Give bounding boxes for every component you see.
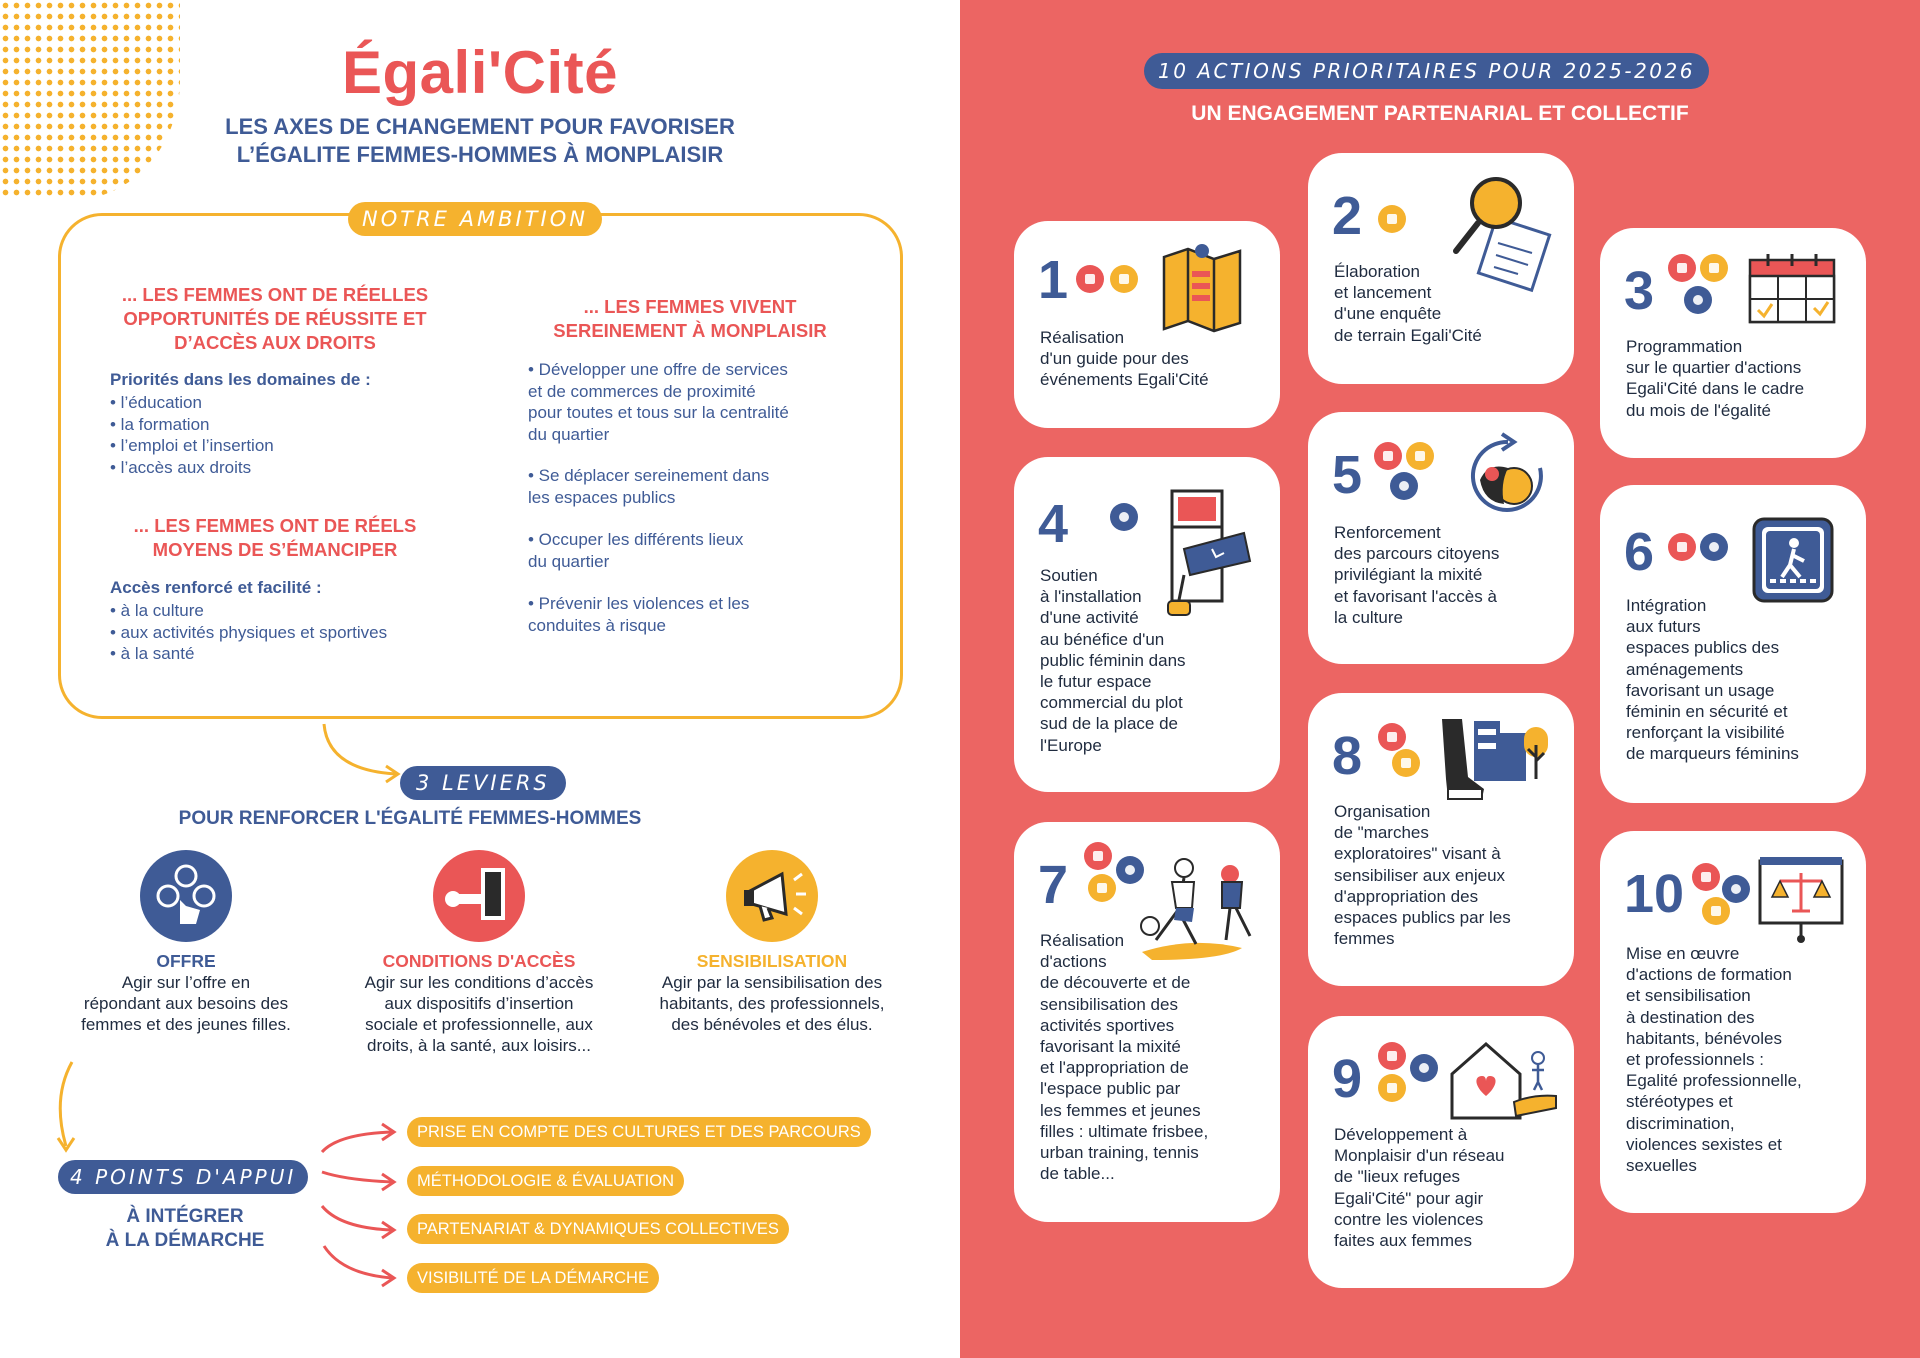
action-number: 4 — [1038, 494, 1069, 554]
appui-item: MÉTHODOLOGIE & ÉVALUATION — [407, 1166, 684, 1196]
key-door-icon — [1668, 533, 1696, 561]
priorities-list — [110, 392, 274, 478]
right-panel — [960, 0, 1920, 1358]
action-text: Intégration aux futurs espaces publics des aménagements favorisant un usage féminin en sécurité et renforçant la visibilité de marqueurs féminins — [1626, 596, 1799, 764]
megaphone-icon — [1378, 205, 1406, 233]
action-number: 8 — [1332, 726, 1363, 786]
lever-title-sensibilisation: SENSIBILISATION — [696, 951, 848, 971]
arrow-to-leviers — [318, 722, 408, 784]
action-card-1 — [1014, 221, 1280, 428]
ambition-col2-item-1: • Développer une offre de services et de commerces de proximité pour toutes et tous sur la centralité du quartier — [528, 360, 789, 444]
action-number: 9 — [1332, 1049, 1363, 1109]
action-number: 10 — [1624, 864, 1685, 924]
appui-label: 4 POINTS D'APPUI — [58, 1160, 308, 1194]
megaphone-icon — [1406, 442, 1434, 470]
action-card-4 — [1014, 457, 1280, 792]
hand-pointer-icon — [1700, 533, 1728, 561]
megaphone-icon — [726, 850, 818, 942]
crosswalk-sign-icon — [1748, 515, 1838, 607]
action-number: 1 — [1038, 250, 1069, 310]
leviers-subtitle: POUR RENFORCER L'ÉGALITÉ FEMMES-HOMMES — [178, 808, 642, 829]
action-text: Organisation de "marches exploratoires" visant à sensibiliser aux enjeux d'appropriation des espaces publics par les femmes — [1334, 802, 1511, 949]
key-door-icon — [433, 850, 525, 942]
megaphone-icon — [1702, 897, 1730, 925]
action-text: Élaboration et lancement d'une enquête de terrain Egali'Cité — [1334, 262, 1482, 345]
subtitle-line-2: L’ÉGALITE FEMMES-HOMMES À MONPLAISIR — [236, 142, 724, 167]
appui-item: PARTENARIAT & DYNAMIQUES COLLECTIVES — [407, 1214, 789, 1244]
key-door-icon — [1076, 265, 1104, 293]
lever-desc-offre: Agir sur l’offre en répondant aux besoins des femmes et des jeunes filles. — [81, 973, 291, 1034]
hand-pointer-icon — [1684, 286, 1712, 314]
action-card-7 — [1014, 822, 1280, 1222]
leviers-label: 3 LEVIERS — [400, 766, 566, 800]
ambition-col2-heading: ... LES FEMMES VIVENT SEREINEMENT À MONPLAISIR — [553, 296, 827, 341]
action-number: 3 — [1624, 261, 1655, 321]
list-item: • à la culture — [110, 601, 204, 620]
list-item: • à la santé — [110, 644, 195, 663]
action-text: Programmation sur le quartier d'actions Egali'Cité dans le cadre du mois de l'égalité — [1626, 337, 1805, 420]
appui-item: PRISE EN COMPTE DES CULTURES ET DES PARCOURS — [407, 1117, 871, 1147]
actions-header-pill: 10 ACTIONS PRIORITAIRES POUR 2025-2026 — [1144, 53, 1709, 89]
lever-title-offre: OFFRE — [156, 951, 216, 971]
lever-desc-sensibilisation: Agir par la sensibilisation des habitants, des professionnels, des bénévoles et des élus. — [659, 973, 885, 1034]
access-list — [110, 600, 387, 665]
hand-pointer-icon — [140, 850, 232, 942]
megaphone-icon — [1392, 749, 1420, 777]
action-text: Développement à Monplaisir d'un réseau de "lieux refuges Egali'Cité" pour agir contre les violences faites aux femmes — [1334, 1125, 1505, 1251]
action-card-10 — [1600, 831, 1866, 1213]
list-item: • l’éducation — [110, 393, 202, 412]
action-text: Réalisation d'actions de découverte et de sensibilisation des activités sportives favorisant la mixité et l'appropriation de l'espace public par les femmes et jeunes filles : ultimate frisbee, urban training, tennis de table... — [1040, 931, 1209, 1184]
key-door-icon — [1668, 254, 1696, 282]
action-number: 2 — [1332, 186, 1363, 246]
ambition-col2-item-2: • Se déplacer sereinement dans les espaces publics — [528, 466, 770, 507]
refuge-house-icon — [1444, 1038, 1560, 1128]
subtitle-line-1: LES AXES DE CHANGEMENT POUR FAVORISER — [225, 114, 735, 139]
megaphone-icon — [1700, 254, 1728, 282]
page-title: Égali'Cité — [342, 39, 618, 106]
arrow-to-appui — [48, 1058, 88, 1158]
priorities-title: Priorités dans les domaines de : — [110, 370, 371, 389]
key-door-icon — [1378, 723, 1406, 751]
appui-item: VISIBILITÉ DE LA DÉMARCHE — [407, 1263, 659, 1293]
megaphone-icon — [1110, 265, 1138, 293]
calendar-icon — [1744, 250, 1842, 330]
woman-cycle-icon — [1458, 428, 1558, 528]
key-door-icon — [1084, 842, 1112, 870]
action-card-5 — [1308, 412, 1574, 664]
ambition-label: NOTRE AMBITION — [348, 202, 602, 236]
action-card-3 — [1600, 228, 1866, 458]
action-card-2 — [1308, 153, 1574, 384]
action-text: Renforcement des parcours citoyens privilégiant la mixité et favorisant l'accès à la culture — [1334, 523, 1500, 627]
action-number: 6 — [1624, 522, 1655, 582]
action-text: Mise en œuvre d'actions de formation et sensibilisation à destination des habitants, bénévoles et professionnels : Egalité professionnelle, stéréotypes et discrimination, violences sexistes et sexuelles — [1626, 944, 1802, 1176]
ambition-col2-item-3: • Occuper les différents lieux du quartier — [528, 530, 744, 571]
ambition-col1-heading-1: ... LES FEMMES ONT DE RÉELLES OPPORTUNITÉS DE RÉUSSITE ET D’ACCÈS AUX DROITS — [121, 284, 429, 353]
hand-pointer-icon — [1390, 472, 1418, 500]
access-title: Accès renforcé et facilité : — [110, 578, 322, 597]
list-item: • aux activités physiques et sportives — [110, 622, 388, 642]
action-card-9 — [1308, 1016, 1574, 1288]
hand-pointer-icon — [1410, 1054, 1438, 1082]
scales-board-icon — [1756, 855, 1846, 945]
lever-desc-acces: Agir sur les conditions d’accès aux dispositifs d’insertion sociale et professionnelle, aux droits, à la santé, aux loisirs... — [364, 973, 594, 1055]
ambition-col1-heading-2: ... LES FEMMES ONT DE RÉELS MOYENS DE S’ÉMANCIPER — [133, 515, 417, 560]
key-door-icon — [1692, 863, 1720, 891]
list-item: • l’accès aux droits — [110, 457, 252, 477]
action-number: 5 — [1332, 445, 1363, 505]
megaphone-icon — [1088, 874, 1116, 902]
action-text: Soutien à l'installation d'une activité au bénéfice d'un public féminin dans le futur espace commercial du plot sud de la place de l'Europe — [1040, 566, 1186, 755]
hand-pointer-icon — [1110, 503, 1138, 531]
megaphone-icon — [1378, 1074, 1406, 1102]
appui-subtitle: À INTÉGRER À LA DÉMARCHE — [105, 1206, 265, 1251]
list-item: • l’emploi et l’insertion — [110, 436, 274, 455]
actions-header-subtitle: UN ENGAGEMENT PARTENARIAL ET COLLECTIF — [1191, 102, 1689, 125]
ambition-col2-item-4: • Prévenir les violences et les conduites à risque — [528, 594, 750, 635]
action-card-6 — [1600, 485, 1866, 803]
action-card-8 — [1308, 693, 1574, 986]
key-door-icon — [1378, 1042, 1406, 1070]
key-door-icon — [1374, 442, 1402, 470]
map-icon — [1160, 243, 1246, 335]
action-text: Réalisation d'un guide pour des événements Egali'Cité — [1040, 328, 1209, 390]
action-number: 7 — [1038, 855, 1069, 915]
hand-pointer-icon — [1722, 875, 1750, 903]
list-item: • la formation — [110, 414, 210, 434]
appui-arrows — [316, 1110, 406, 1290]
lever-title-acces: CONDITIONS D'ACCÈS — [382, 951, 576, 971]
